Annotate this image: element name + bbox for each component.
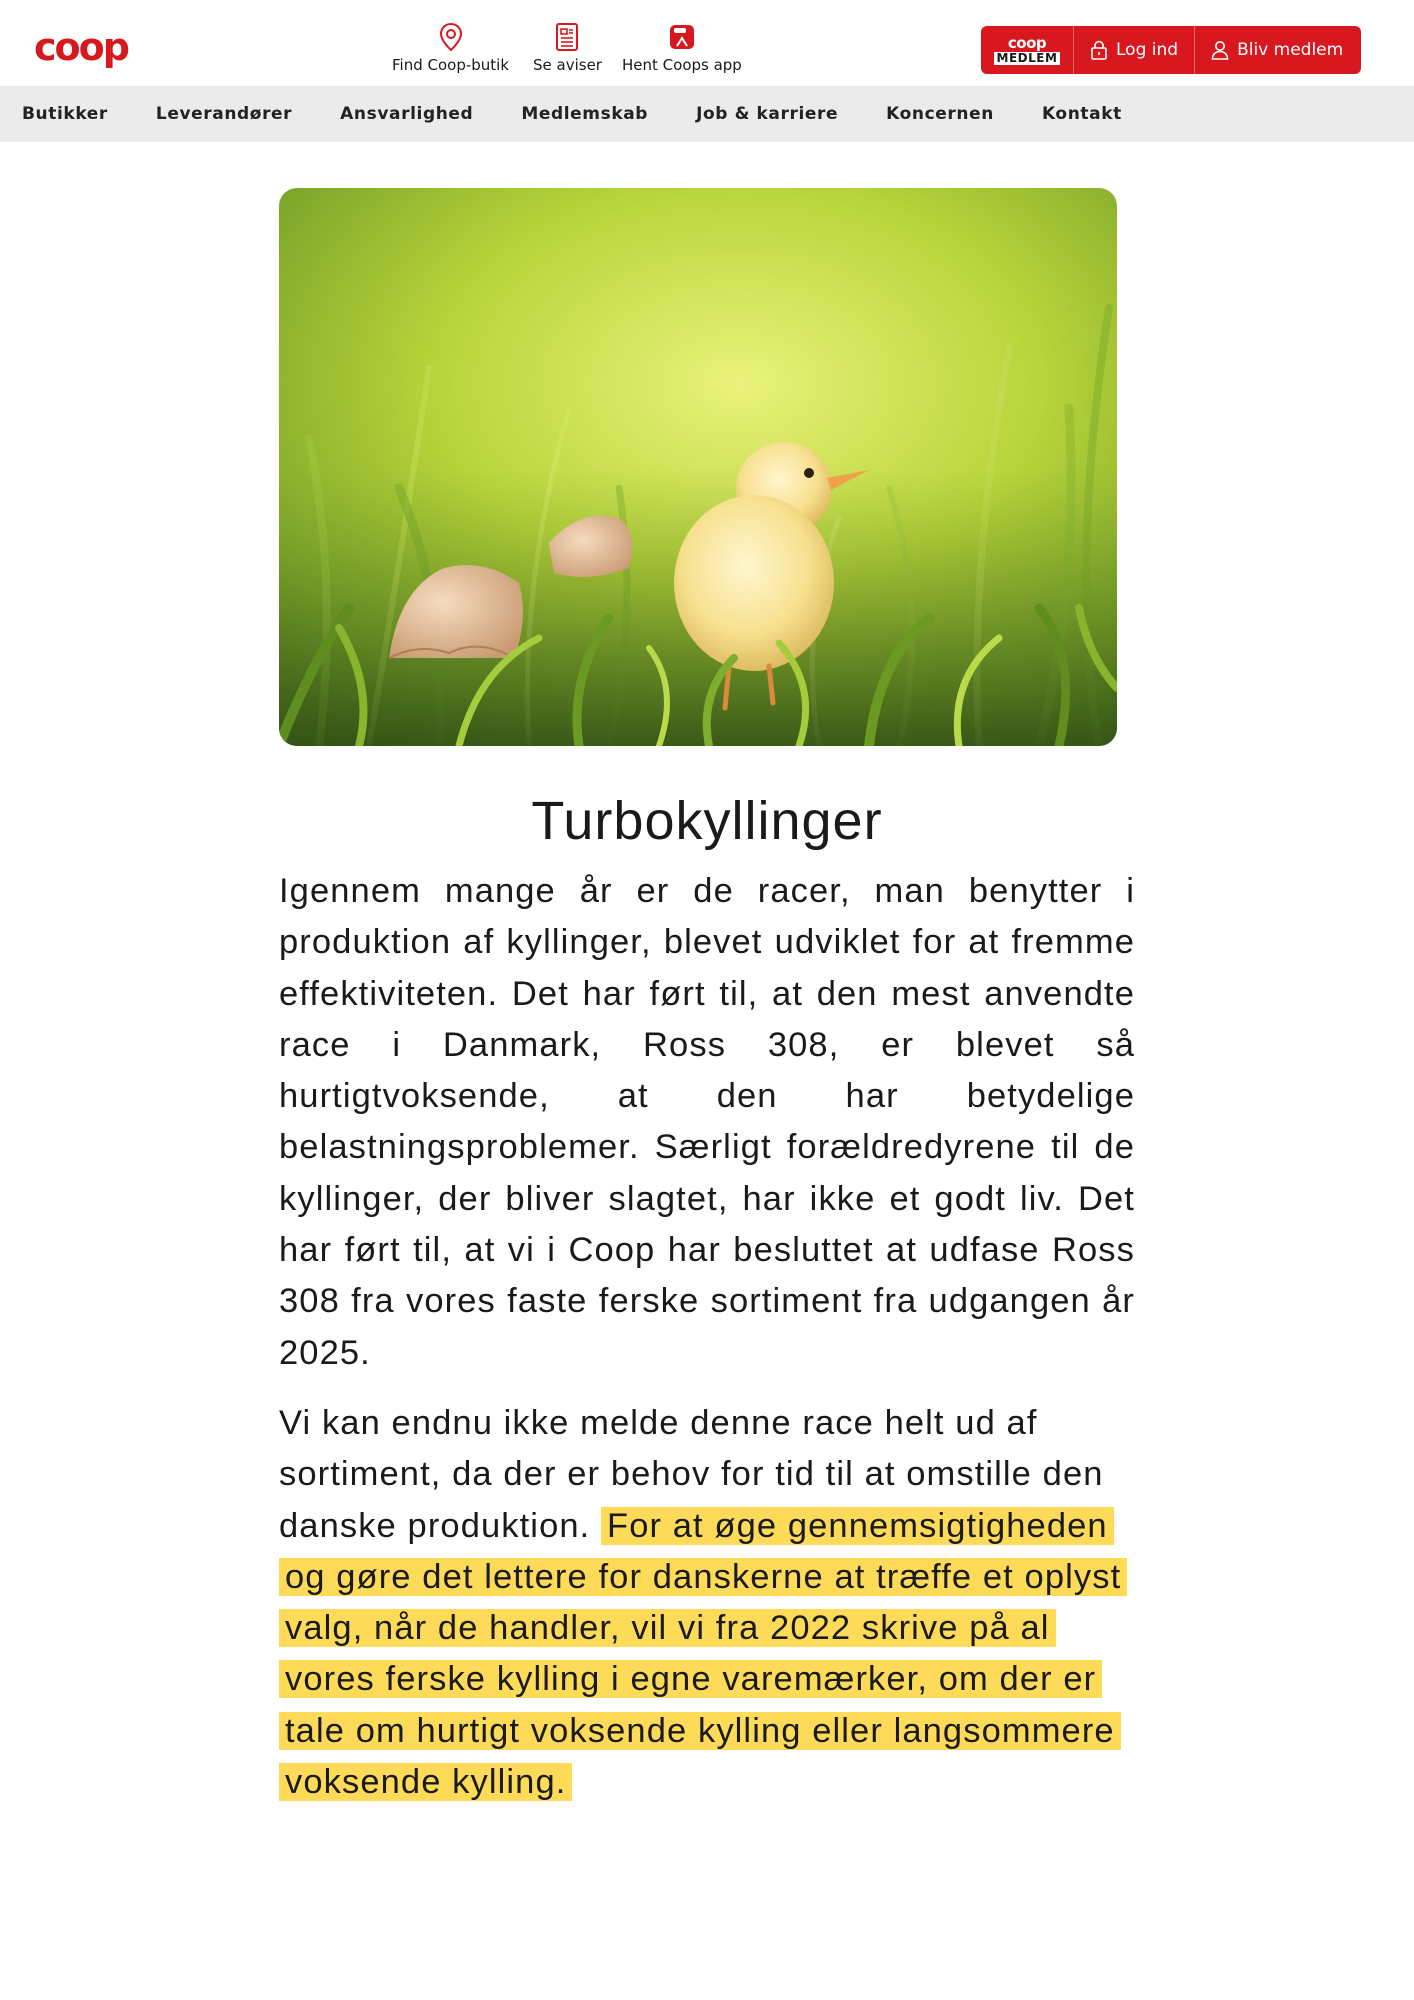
become-member-button[interactable] [1195,26,1359,74]
nav-item-koncernen[interactable]: Koncernen [886,104,994,124]
svg-text:coop: coop [34,28,128,68]
nav-item-job-karriere[interactable]: Job & karriere [696,104,839,124]
nav-item-medlemskab[interactable]: Medlemskab [521,104,649,124]
lock-icon [1090,40,1108,60]
top-header [0,0,1414,86]
main-navigation [0,86,1414,142]
member-toolbar [981,26,1361,74]
get-app-label: Hent Coops app [622,56,742,74]
get-app-link[interactable] [622,22,742,74]
coop-member-badge[interactable] [981,26,1074,74]
see-flyers-label: Se aviser [533,56,602,74]
nav-item-ansvarlighed[interactable]: Ansvarlighed [340,104,474,124]
location-pin-icon [438,22,464,52]
nav-item-butikker[interactable]: Butikker [22,104,108,124]
nav-item-kontakt[interactable]: Kontakt [1041,104,1122,124]
paragraph-2-plain-text: Vi kan endnu ikke melde denne race helt ud af sortiment, da der er behov for tid til at omstille den danske produktion. [279,1404,1104,1545]
user-icon [1211,40,1229,60]
nav-item-leverandorer[interactable]: Leverandører [155,104,293,124]
find-store-label: Find Coop-butik [392,56,510,74]
coop-mini-logo [1005,35,1049,51]
article-paragraph-2 [279,1398,1135,1808]
member-badge-word: MEDLEM [994,52,1061,65]
svg-text:coop: coop [1007,35,1047,51]
become-member-label: Bliv medlem [1237,40,1344,60]
hero-image-chick [279,188,1117,746]
highlighted-text: For at øge gennemsigtigheden og gøre det lettere for danskerne at træffe et oplyst valg, når de handler, vil vi fra 2022 skrive på al vores ferske kylling i egne varemærker, om der er tale om hurtigt voksende kylling eller langsommere voksende kylling. [279,1507,1127,1801]
coop-app-icon [669,22,695,52]
article-paragraph-1: Igennem mange år er de racer, man benytter i produktion af kyllinger, blevet udviklet for at fremme effektiviteten. Det har ført til, at den mest anvendte race i Danmark, Ross 308, er blevet så hurtigtvoksende, at den har betydelige belastningsproblemer. Særligt forældredyrene til de kyllinger, der bliver slagtet, har ikke et godt liv. Det har ført til, at vi i Coop har besluttet at udfase Ross 308 fra vores faste ferske sortiment fra udgangen år 2025. [279,872,1135,1372]
login-label: Log ind [1116,40,1179,60]
login-button[interactable] [1074,26,1195,74]
see-flyers-link[interactable] [533,22,602,74]
newspaper-icon [554,22,580,52]
article-title: Turbokyllinger [531,791,883,851]
coop-logo[interactable] [34,28,140,68]
find-store-link[interactable] [392,22,509,74]
